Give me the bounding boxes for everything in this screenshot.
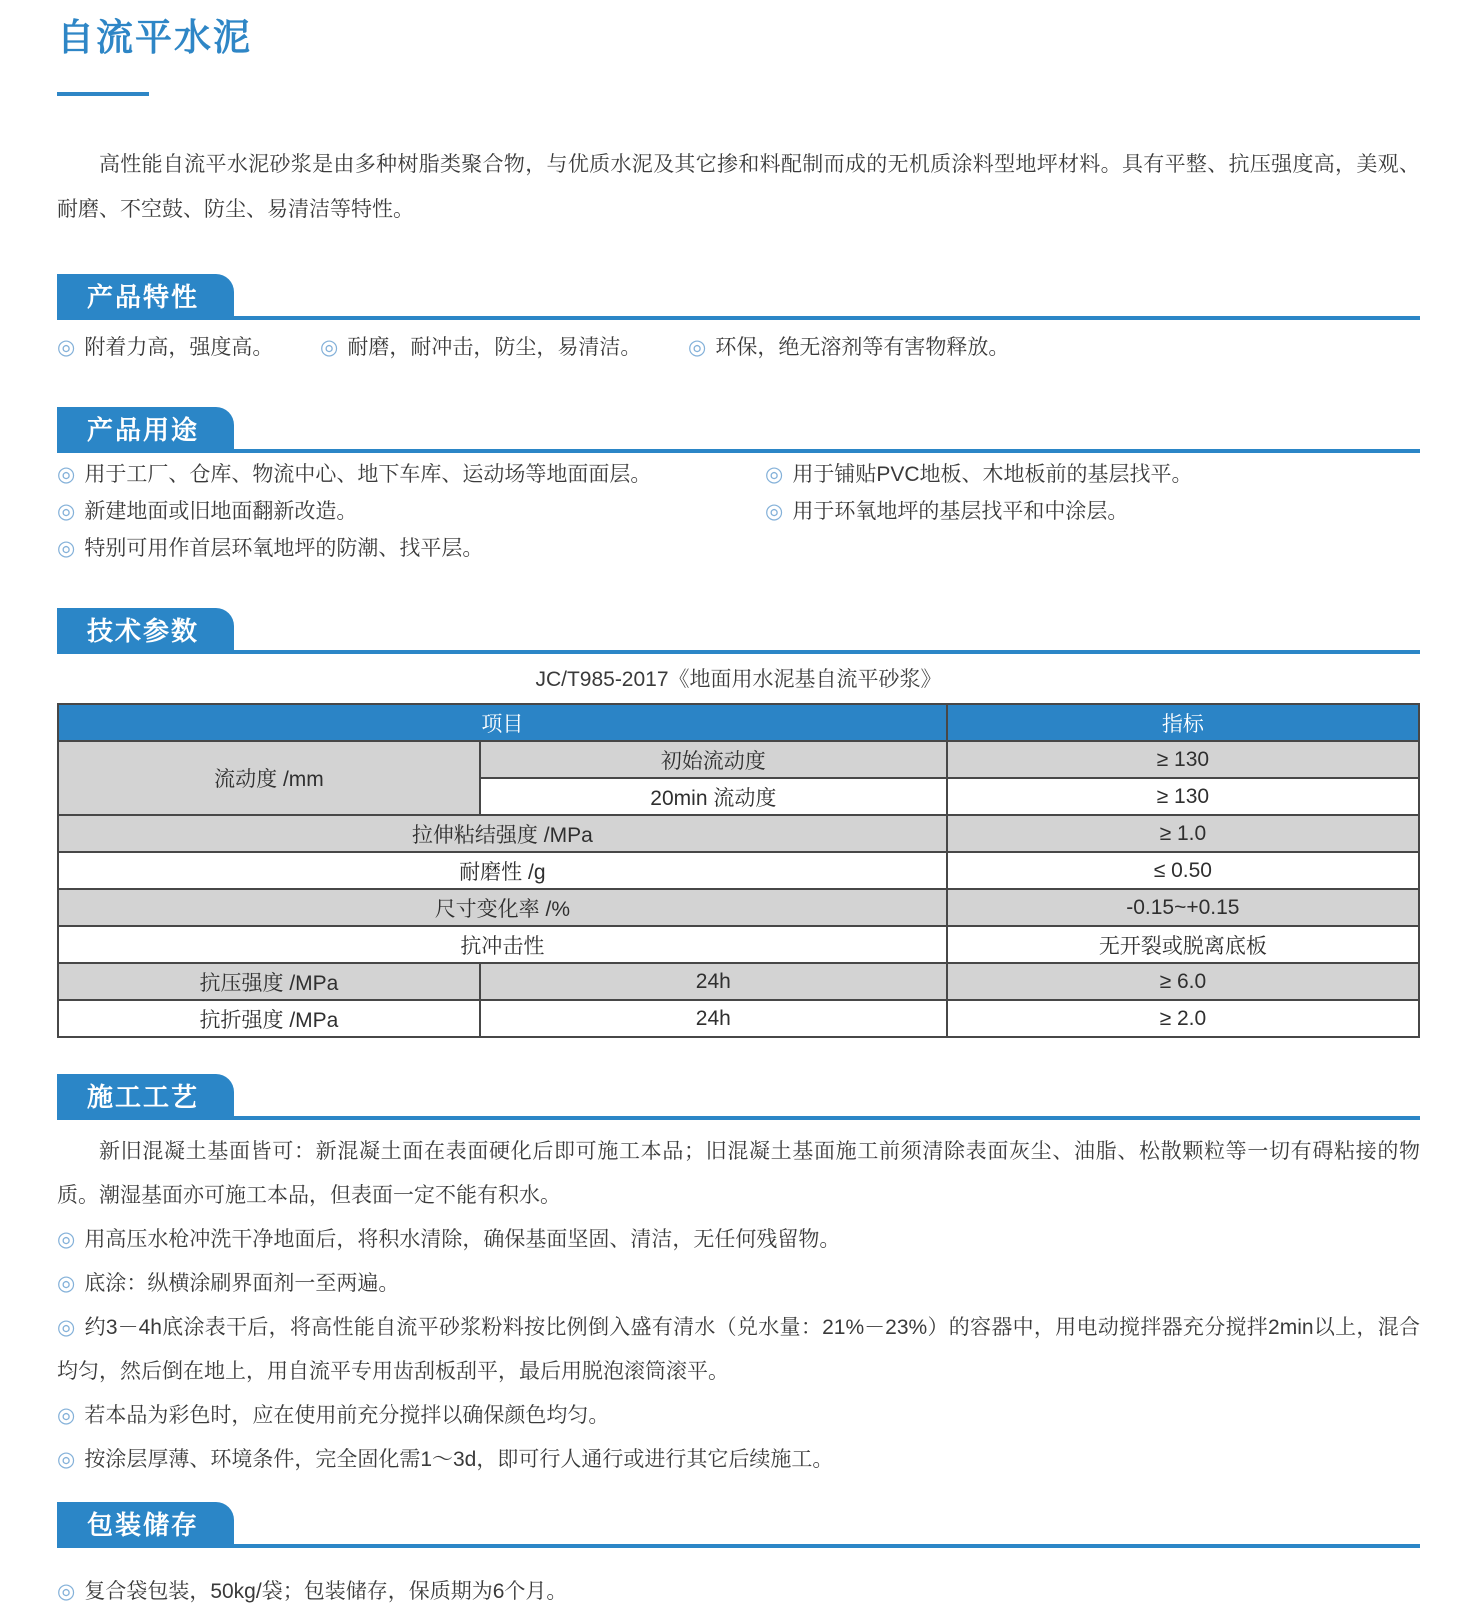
list-item <box>57 463 765 487</box>
section-title-features: 产品特性 <box>87 281 200 312</box>
table-row <box>58 815 1419 852</box>
section-tab <box>57 1502 234 1544</box>
cell-value: ≥ 1.0 <box>947 815 1419 852</box>
list-item <box>320 329 688 367</box>
feature-text: 环保，绝无溶剂等有害物释放。 <box>715 336 1010 360</box>
table-row <box>58 926 1419 963</box>
section-tab <box>57 274 234 316</box>
process-intro: 新旧混凝土基面皆可：新混凝土面在表面硬化后即可施工本品；旧混凝土基面施工前须清除表面灰尘、油脂、松散颗粒等一切有碍粘接的物质。潮湿基面亦可施工本品，但表面一定不能有积水。 <box>57 1140 1420 1208</box>
spec-table <box>57 703 1420 1038</box>
cell-value: 无开裂或脱离底板 <box>947 926 1419 963</box>
bullseye-bullet-icon: ◎ <box>688 336 707 360</box>
cell-item: 抗冲击性 <box>58 926 947 963</box>
section-title-packaging: 包装储存 <box>87 1509 200 1540</box>
section-title-process: 施工工艺 <box>87 1081 200 1112</box>
use-text: 用于铺贴PVC地板、木地板前的基层找平。 <box>792 463 1193 487</box>
bullseye-bullet-icon: ◎ <box>57 1228 76 1252</box>
table-row <box>58 963 1419 1000</box>
cell-item: 耐磨性 /g <box>58 852 947 889</box>
bullseye-bullet-icon: ◎ <box>57 336 76 360</box>
list-item <box>57 1262 1420 1306</box>
uses-list <box>57 463 1420 574</box>
column-header-item: 项目 <box>58 704 947 741</box>
feature-text: 附着力高，强度高。 <box>84 336 274 360</box>
section-header-process <box>57 1074 1420 1120</box>
section-title-uses: 产品用途 <box>87 414 200 445</box>
bullseye-bullet-icon: ◎ <box>57 1580 76 1604</box>
bullseye-bullet-icon: ◎ <box>57 1272 76 1296</box>
bullseye-bullet-icon: ◎ <box>765 500 784 524</box>
uses-right-column <box>765 463 1420 574</box>
table-row <box>58 889 1419 926</box>
section-tab <box>57 407 234 449</box>
list-item <box>765 500 1420 524</box>
use-text: 用于工厂、仓库、物流中心、地下车库、运动场等地面面层。 <box>84 463 652 487</box>
bullseye-bullet-icon: ◎ <box>57 537 76 561</box>
cell-item: 抗压强度 /MPa <box>58 963 480 1000</box>
table-header-row <box>58 704 1419 741</box>
bullseye-bullet-icon: ◎ <box>57 1316 76 1340</box>
uses-left-column <box>57 463 765 574</box>
bullseye-bullet-icon: ◎ <box>57 1404 76 1428</box>
cell-item: 尺寸变化率 /% <box>58 889 947 926</box>
list-item <box>57 1394 1420 1438</box>
cell-value: ≥ 2.0 <box>947 1000 1419 1037</box>
process-step-text: 约3－4h底涂表干后，将高性能自流平砂浆粉料按比例倒入盛有清水（兑水量：21%－23%）的容器中，用电动搅拌器充分搅拌2min以上，混合均匀，然后倒在地上，用自流平专用齿刮板刮平，最后用脱泡滚筒滚平。 <box>57 1316 1420 1384</box>
cell-item-sub: 24h <box>480 963 947 1000</box>
page-title: 自流平水泥 <box>57 17 252 58</box>
cell-item-sub: 24h <box>480 1000 947 1037</box>
section-tab <box>57 608 234 650</box>
bullseye-bullet-icon: ◎ <box>320 336 339 360</box>
list-item <box>57 1306 1420 1394</box>
table-row <box>58 741 1419 778</box>
process-step-text: 若本品为彩色时，应在使用前充分搅拌以确保颜色均匀。 <box>84 1404 610 1428</box>
section-header-tech <box>57 608 1420 654</box>
feature-text: 耐磨，耐冲击，防尘，易清洁。 <box>347 336 642 360</box>
table-row <box>58 1000 1419 1037</box>
intro-paragraph: 高性能自流平水泥砂浆是由多种树脂类聚合物，与优质水泥及其它掺和料配制而成的无机质涂料型地坪材料。具有平整、抗压强度高，美观、耐磨、不空鼓、防尘、易清洁等特性。 <box>57 153 1420 222</box>
packaging-list <box>57 1570 1420 1614</box>
list-item <box>765 463 1420 487</box>
cell-value: ≥ 130 <box>947 778 1419 815</box>
section-header-features <box>57 274 1420 320</box>
list-item <box>57 1438 1420 1482</box>
section-header-packaging <box>57 1502 1420 1548</box>
cell-item-group: 流动度 /mm <box>58 741 480 815</box>
packaging-text: 复合袋包装，50kg/袋；包装储存，保质期为6个月。 <box>84 1580 568 1604</box>
use-text: 用于环氧地坪的基层找平和中涂层。 <box>792 500 1129 524</box>
list-item <box>57 329 320 367</box>
bullseye-bullet-icon: ◎ <box>57 1448 76 1472</box>
section-tab <box>57 1074 234 1116</box>
cell-item-sub: 20min 流动度 <box>480 778 947 815</box>
use-text: 特别可用作首层环氧地坪的防潮、找平层。 <box>84 537 484 561</box>
process-step-text: 底涂：纵横涂刷界面剂一至两遍。 <box>84 1272 400 1296</box>
section-title-tech: 技术参数 <box>87 615 200 646</box>
cell-value: ≥ 130 <box>947 741 1419 778</box>
table-caption: JC/T985-2017《地面用水泥基自流平砂浆》 <box>535 668 942 692</box>
cell-value: -0.15~+0.15 <box>947 889 1419 926</box>
datasheet-page <box>0 16 1459 1614</box>
cell-value: ≥ 6.0 <box>947 963 1419 1000</box>
title-underline <box>57 92 149 96</box>
column-header-index: 指标 <box>947 704 1419 741</box>
cell-item: 抗折强度 /MPa <box>58 1000 480 1037</box>
list-item <box>688 329 1009 367</box>
cell-item: 拉伸粘结强度 /MPa <box>58 815 947 852</box>
process-step-text: 按涂层厚薄、环境条件，完全固化需1～3d，即可行人通行或进行其它后续施工。 <box>84 1448 834 1472</box>
use-text: 新建地面或旧地面翻新改造。 <box>84 500 358 524</box>
section-header-uses <box>57 407 1420 453</box>
cell-item-sub: 初始流动度 <box>480 741 947 778</box>
list-item <box>57 500 765 524</box>
process-list <box>57 1218 1420 1482</box>
list-item <box>57 537 765 561</box>
features-list <box>57 329 1420 367</box>
list-item <box>57 1570 1420 1614</box>
cell-value: ≤ 0.50 <box>947 852 1419 889</box>
bullseye-bullet-icon: ◎ <box>765 463 784 487</box>
table-row <box>58 852 1419 889</box>
bullseye-bullet-icon: ◎ <box>57 463 76 487</box>
bullseye-bullet-icon: ◎ <box>57 500 76 524</box>
list-item <box>57 1218 1420 1262</box>
process-step-text: 用高压水枪冲洗干净地面后，将积水清除，确保基面坚固、清洁，无任何残留物。 <box>84 1228 841 1252</box>
